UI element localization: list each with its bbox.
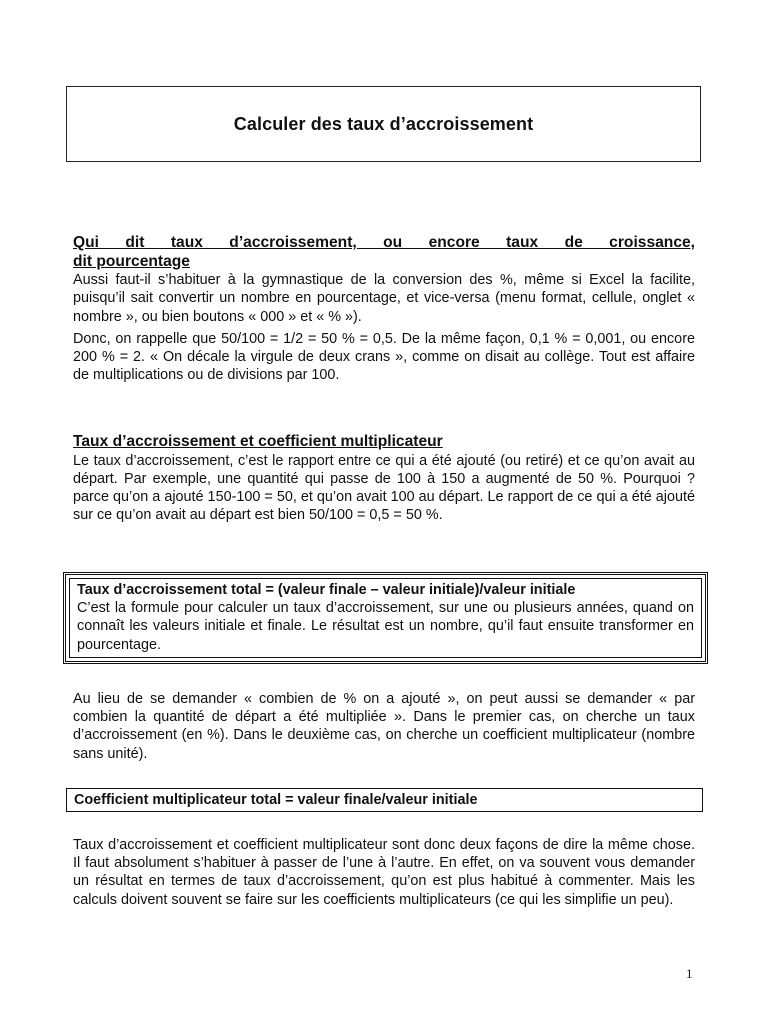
- section1-paragraph-1: Aussi faut-il s’habituer à la gymnastique de la conversion des %, même si Excel la facilite, puisqu’il sait convertir un nombre en pourcentage, et vice-versa (menu format, cellule, onglet « nombre », ou bien boutons « 000 » et « % »).: [73, 272, 695, 325]
- paragraph-between: Au lieu de se demander « combien de % on a ajouté », on peut aussi se demander « par combien la quantité de départ a été multipliée ». Dans le premier cas, on cherche un taux d’accroissement (en %). Dans le deuxième cas, on cherche un coefficient multiplicateur (nombre sans unité).: [73, 691, 695, 762]
- section1-heading-line1: Qui dit taux d’accroissement, ou encore taux de croissance,: [73, 234, 695, 251]
- title-box: [66, 86, 701, 162]
- page-title: Calculer des taux d’accroissement: [233, 113, 534, 134]
- coefficient-formula: Coefficient multiplicateur total = valeur finale/valeur initiale: [74, 792, 478, 808]
- coefficient-formula-box: [66, 788, 703, 812]
- growth-rate-formula-box: [63, 572, 708, 664]
- paragraph-final: Taux d’accroissement et coefficient multiplicateur sont donc deux façons de dire la même chose. Il faut absolument s’habituer à passer de l’une à l’autre. En effet, on va souvent vous demander un résultat en termes de taux d’accroissement, qu’on est plus habitué à commenter. Mais les calculs doivent souvent se faire sur les coefficients multiplicateurs (ce qui les simplifie un peu).: [73, 837, 695, 908]
- section-between: [73, 690, 695, 763]
- section-percentages: [73, 234, 695, 384]
- page-number: 1: [686, 966, 693, 981]
- section2-heading: Taux d’accroissement et coefficient multiplicateur: [73, 433, 443, 450]
- section-final: [73, 836, 695, 909]
- section2-paragraph-1: Le taux d’accroissement, c’est le rapport entre ce qui a été ajouté (ou retiré) et ce qu’on avait au départ. Par exemple, une quantité qui passe de 100 à 150 a augmenté de 50 %. Pourquoi ? parce qu’on a ajouté 150-100 = 50, et qu’on avait 100 au départ. Le rapport de ce qui a été ajouté sur ce qu’on avait au départ est bien 50/100 = 0,5 = 50 %.: [73, 452, 695, 524]
- section1-heading-line2: dit pourcentage: [73, 252, 190, 270]
- formula-explanation: C’est la formule pour calculer un taux d’accroissement, sur une ou plusieurs années, quand on connaît les valeurs initiale et finale. Le résultat est un nombre, qu’il faut ensuite transformer en pourcentage.: [77, 600, 694, 653]
- formula-box-inner: [69, 578, 702, 658]
- section1-paragraph-2: Donc, on rappelle que 50/100 = 1/2 = 50 % = 0,5. De la même façon, 0,1 % = 0,001, ou encore 200 % = 2. « On décale la virgule de deux crans », comme on disait au collège. Tout est affaire de multiplications ou de divisions par 100.: [73, 330, 695, 384]
- growth-rate-formula: Taux d’accroissement total = (valeur finale – valeur initiale)/valeur initiale: [77, 582, 576, 598]
- section-coefficient: [73, 433, 695, 524]
